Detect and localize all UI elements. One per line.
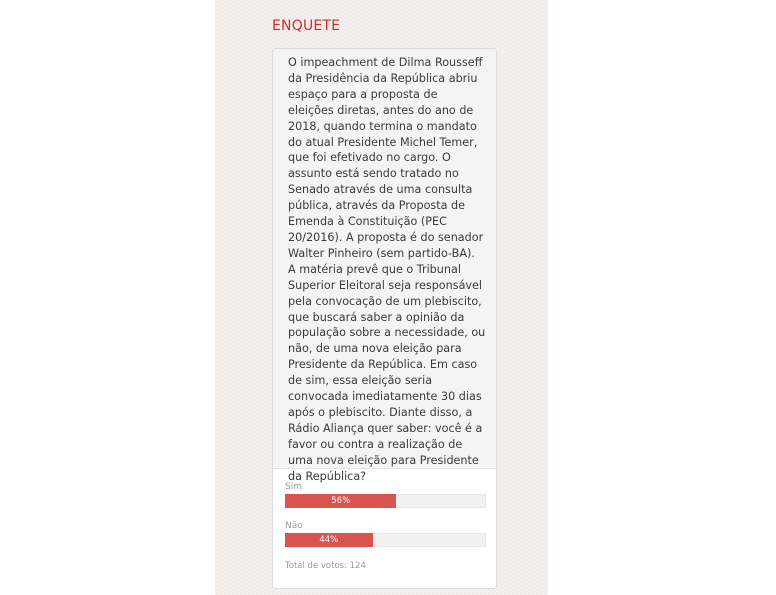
poll-option-nao[interactable] bbox=[285, 520, 486, 547]
option-bar-track bbox=[285, 494, 486, 508]
poll-heading: ENQUETE bbox=[272, 18, 341, 34]
poll-total-votes: Total de votos: 124 bbox=[285, 561, 366, 571]
option-bar-track bbox=[285, 533, 486, 547]
option-bar-fill: 56% bbox=[285, 494, 396, 508]
poll-card bbox=[272, 48, 497, 589]
option-label: Não bbox=[285, 521, 303, 531]
poll-option-sim[interactable] bbox=[285, 481, 486, 508]
poll-question: O impeachment de Dilma Rousseff da Presidência da República abriu espaço para a proposta de eleições diretas, antes do ano de 2018, quando termina o mandato do atual Presidente Michel Temer, que foi efetivado no cargo. O assunto está sendo tratado no Senado através de uma consulta pública, através da Proposta de Emenda à Constituição (PEC 20/2016). A proposta é do senador Walter Pinheiro (sem partido-BA). A matéria prevê que o Tribunal Superior Eleitoral seja responsável pela convocação de um plebiscito, que buscará saber a opinião da população sobre a necessidade, ou não, de uma nova eleição para Presidente da República. Em caso de sim, essa eleição seria convocada imediatamente 30 dias após o plebiscito. Diante disso, a Rádio Aliança quer saber: você é a favor ou contra a realização de uma nova eleição para Presidente da República? bbox=[273, 49, 496, 469]
option-bar-fill: 44% bbox=[285, 533, 373, 547]
option-label: Sim bbox=[285, 482, 302, 492]
